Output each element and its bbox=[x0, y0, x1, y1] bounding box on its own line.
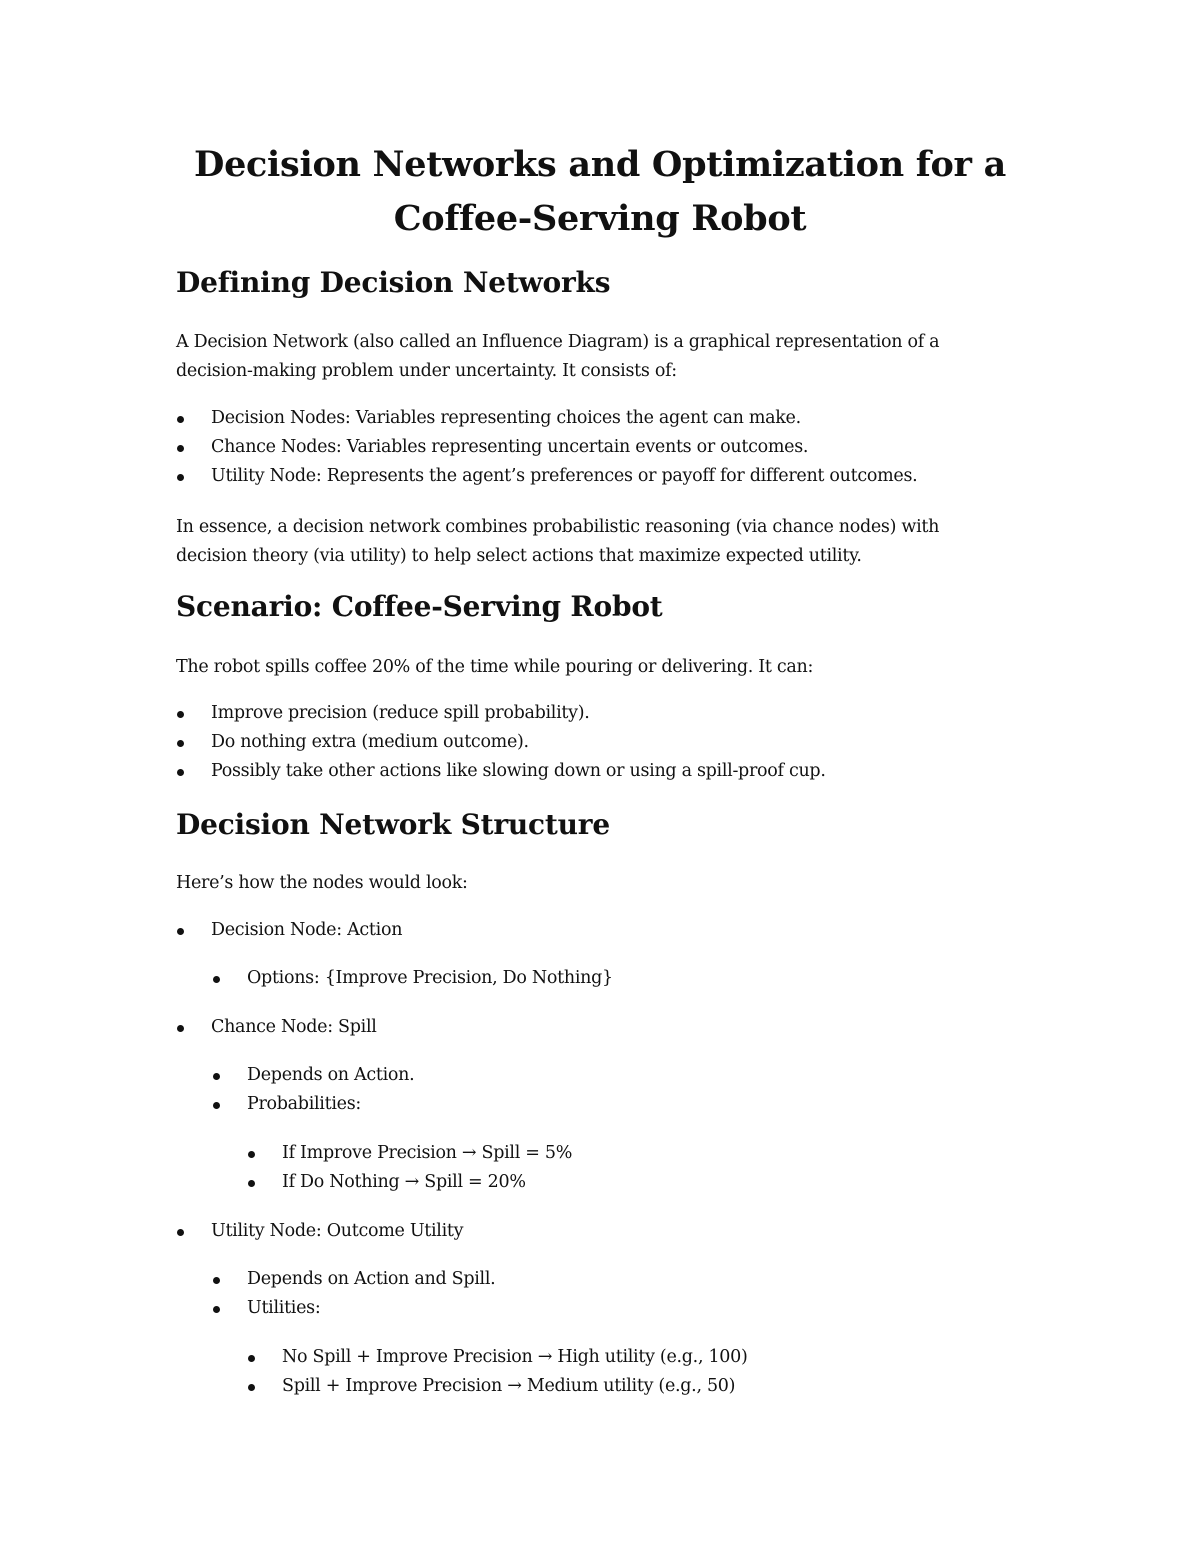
list-item-text: Chance Nodes: Variables representing uncertain events or outcomes. bbox=[211, 437, 809, 457]
list-item-depends bbox=[247, 1269, 495, 1289]
list-item-utilities bbox=[247, 1298, 320, 1318]
bullet-icon bbox=[248, 1151, 255, 1158]
list-item bbox=[211, 732, 529, 752]
list-item-probability bbox=[282, 1143, 572, 1163]
list-item-text: Utility Node: Represents the agent’s preferences or payoff for different outcomes. bbox=[211, 466, 918, 486]
heading-decision-network-structure: Decision Network Structure bbox=[176, 808, 610, 841]
list-item-text: Depends on Action. bbox=[247, 1065, 415, 1085]
bullet-icon bbox=[177, 928, 184, 935]
bullet-icon bbox=[177, 445, 184, 452]
list-item-probability bbox=[282, 1172, 526, 1192]
bullet-icon bbox=[213, 1073, 220, 1080]
list-item-depends bbox=[247, 1065, 414, 1085]
list-item-utility bbox=[282, 1347, 748, 1367]
list-item-text: Utility Node: Outcome Utility bbox=[211, 1221, 464, 1241]
list-item bbox=[211, 761, 826, 781]
bullet-icon bbox=[177, 1229, 184, 1236]
bullet-icon bbox=[213, 1102, 220, 1109]
bullet-icon bbox=[177, 1025, 184, 1032]
list-item-decision-node bbox=[211, 920, 402, 940]
list-item-text: If Improve Precision → Spill = 5% bbox=[282, 1143, 573, 1163]
list-item-text: Probabilities: bbox=[247, 1094, 361, 1114]
list-item-text: Chance Node: Spill bbox=[211, 1017, 377, 1037]
list-item bbox=[211, 408, 801, 428]
heading-scenario: Scenario: Coffee-Serving Robot bbox=[176, 590, 663, 623]
list-item-probabilities bbox=[247, 1094, 361, 1114]
bullet-icon bbox=[213, 1306, 220, 1313]
bullet-icon bbox=[177, 711, 184, 718]
list-item bbox=[211, 437, 808, 457]
list-item-text: Decision Nodes: Variables representing choices the agent can make. bbox=[211, 408, 801, 428]
list-item-text: Possibly take other actions like slowing down or using a spill-proof cup. bbox=[211, 761, 826, 781]
paragraph-intro-line-2: decision-making problem under uncertainty. It consists of: bbox=[176, 361, 677, 381]
list-item-text: Depends on Action and Spill. bbox=[247, 1269, 496, 1289]
list-item-utility-node bbox=[211, 1221, 463, 1241]
list-item-text: If Do Nothing → Spill = 20% bbox=[282, 1172, 526, 1192]
list-item bbox=[211, 466, 917, 486]
bullet-icon bbox=[213, 1277, 220, 1284]
paragraph-intro-line-1: A Decision Network (also called an Influence Diagram) is a graphical representation of a bbox=[176, 332, 940, 352]
bullet-icon bbox=[177, 740, 184, 747]
list-item-text: Decision Node: Action bbox=[211, 920, 403, 940]
list-item-utility bbox=[282, 1376, 735, 1396]
bullet-icon bbox=[248, 1384, 255, 1391]
paragraph-scenario-intro: The robot spills coffee 20% of the time while pouring or delivering. It can: bbox=[176, 657, 814, 677]
bullet-icon bbox=[248, 1355, 255, 1362]
paragraph-summary-line-1: In essence, a decision network combines probabilistic reasoning (via chance nodes) with bbox=[176, 517, 940, 537]
list-item-text: No Spill + Improve Precision → High utility (e.g., 100) bbox=[282, 1347, 748, 1367]
list-item-chance-node bbox=[211, 1017, 377, 1037]
title-line-1: Decision Networks and Optimization for a bbox=[194, 144, 1006, 185]
title-line-2: Coffee-Serving Robot bbox=[393, 198, 807, 239]
list-item-text: Improve precision (reduce spill probability). bbox=[211, 703, 590, 723]
page-title bbox=[150, 138, 1050, 246]
heading-defining-decision-networks: Defining Decision Networks bbox=[176, 266, 611, 299]
list-item-text: Utilities: bbox=[247, 1298, 321, 1318]
list-item-options bbox=[247, 968, 613, 988]
bullet-icon bbox=[177, 474, 184, 481]
list-item bbox=[211, 703, 590, 723]
paragraph-structure-intro: Here’s how the nodes would look: bbox=[176, 873, 468, 893]
bullet-icon bbox=[213, 976, 220, 983]
bullet-icon bbox=[177, 416, 184, 423]
bullet-icon bbox=[248, 1180, 255, 1187]
list-item-text: Do nothing extra (medium outcome). bbox=[211, 732, 529, 752]
list-item-text: Options: {Improve Precision, Do Nothing} bbox=[247, 968, 613, 988]
paragraph-summary-line-2: decision theory (via utility) to help select actions that maximize expected utility. bbox=[176, 546, 862, 566]
list-item-text: Spill + Improve Precision → Medium utility (e.g., 50) bbox=[282, 1376, 736, 1396]
bullet-icon bbox=[177, 769, 184, 776]
